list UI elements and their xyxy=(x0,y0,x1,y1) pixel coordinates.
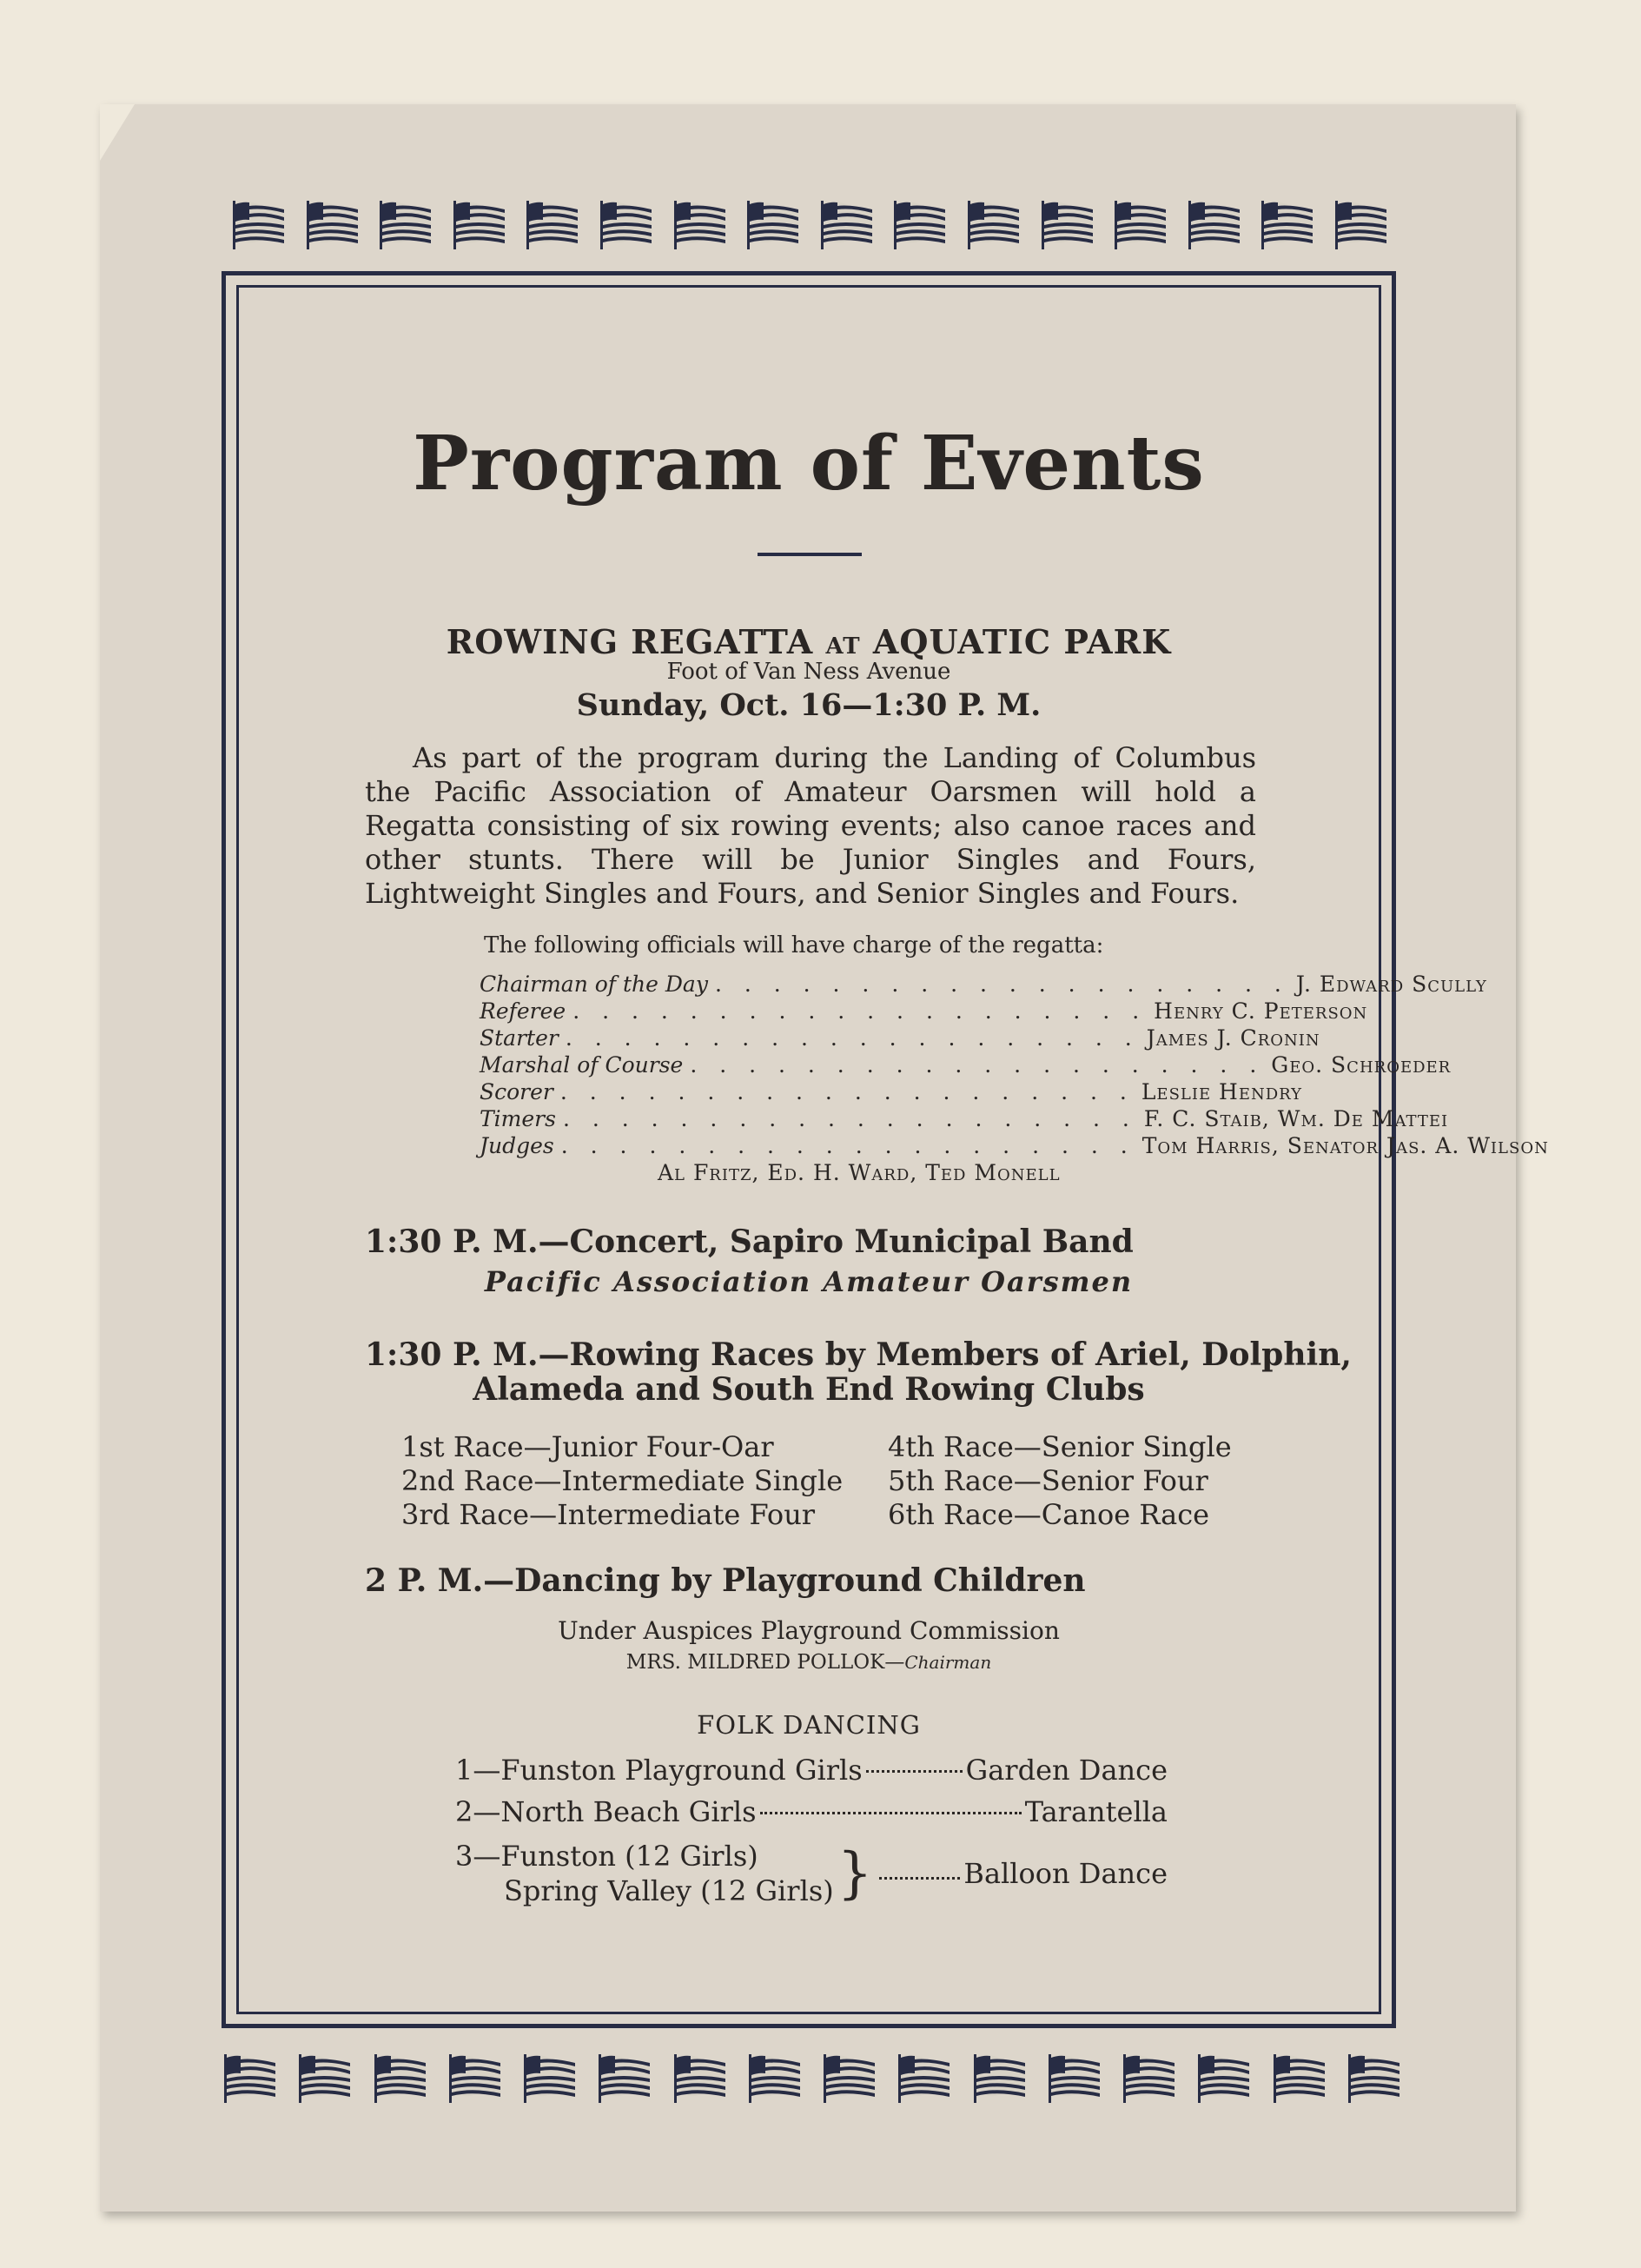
flag-icon xyxy=(230,196,288,253)
official-row xyxy=(480,1025,1320,1052)
flag-icon xyxy=(1186,196,1243,253)
official-role: Judges xyxy=(480,1133,554,1158)
race-item: 3rd Race—Intermediate Four xyxy=(401,1498,816,1531)
flag-icon xyxy=(1112,196,1169,253)
folk-performers: 2—North Beach Girls xyxy=(455,1795,757,1828)
event-concert-subtitle: Pacific Association Amateur Oarsmen xyxy=(484,1265,1134,1298)
folk-item xyxy=(455,1839,1168,1908)
folk-item xyxy=(455,1795,1168,1837)
dot-leader: . . . . . . . . . . . . . . . . . . . . xyxy=(572,998,1148,1024)
flag-icon xyxy=(296,2049,354,2106)
flag-icon xyxy=(896,2049,953,2106)
dancing-chairman: MRS. MILDRED POLLOK—Chairman xyxy=(625,1651,992,1674)
regatta-heading-at: AT xyxy=(825,633,861,660)
dot-leader: . . . . . . . . . . . . . . . . . . . . xyxy=(560,1133,1135,1158)
official-name: F. C. Staib, Wm. De Mattei xyxy=(1143,1106,1449,1131)
official-name: James J. Cronin xyxy=(1146,1025,1320,1051)
flag-icon xyxy=(965,196,1022,253)
regatta-heading xyxy=(236,622,1381,661)
folk-dancing-list xyxy=(455,1754,1168,1908)
folded-corner xyxy=(100,104,135,161)
brace-icon: } xyxy=(837,1841,873,1906)
folk-dancing-heading: FOLK DANCING xyxy=(697,1710,921,1740)
flag-icon xyxy=(521,2049,579,2106)
regatta-date: Sunday, Oct. 16—1:30 P. M. xyxy=(576,687,1042,723)
folk-dance: Tarantella xyxy=(1024,1795,1168,1828)
official-row xyxy=(480,972,1487,998)
officials-list xyxy=(480,972,1549,1187)
flag-icon xyxy=(304,196,361,253)
flag-icon xyxy=(818,196,876,253)
flag-icon xyxy=(1121,2049,1178,2106)
flag-icon xyxy=(1271,2049,1328,2106)
race-item: 5th Race—Senior Four xyxy=(888,1464,1208,1497)
flag-icon xyxy=(891,196,949,253)
dot-leader xyxy=(866,1770,963,1773)
official-role: Referee xyxy=(480,998,566,1024)
flag-icon xyxy=(377,196,434,253)
official-name: J. Edward Scully xyxy=(1295,972,1487,997)
event-dancing: 2 P. M.—Dancing by Playground Children xyxy=(365,1562,1086,1599)
race-item: 1st Race—Junior Four-Oar xyxy=(401,1430,774,1463)
event-rowing-races: 1:30 P. M.—Rowing Races by Members of Ariel, Dolphin, xyxy=(365,1336,1352,1373)
official-row xyxy=(480,998,1368,1025)
flag-icon xyxy=(598,196,655,253)
flag-icon xyxy=(746,2049,804,2106)
dot-leader: . . . . . . . . . . . . . . . . . . . . xyxy=(565,1025,1140,1051)
official-name: Henry C. Peterson xyxy=(1154,998,1368,1024)
folk-performers xyxy=(455,1839,834,1908)
flag-icon xyxy=(447,2049,504,2106)
official-row xyxy=(480,1133,1549,1160)
folk-performers: 1—Funston Playground Girls xyxy=(455,1754,863,1787)
official-name: Tom Harris, Senator Jas. A. Wilson xyxy=(1141,1133,1549,1158)
flag-icon xyxy=(1259,196,1316,253)
flag-icon xyxy=(971,2049,1029,2106)
flag-icon xyxy=(222,2049,279,2106)
folk-dance: Garden Dance xyxy=(965,1754,1168,1787)
flag-border-bottom xyxy=(222,2049,1403,2106)
officials-intro: The following officials will have charge of the regatta: xyxy=(484,932,1104,958)
flag-border-top xyxy=(230,196,1390,253)
race-item: 6th Race—Canoe Race xyxy=(888,1498,1210,1531)
flag-icon xyxy=(672,2049,729,2106)
race-list xyxy=(401,1430,1270,1532)
flag-icon xyxy=(744,196,802,253)
flag-icon xyxy=(1333,196,1390,253)
dot-leader: . . . . . . . . . . . . . . . . . . . . xyxy=(559,1079,1135,1104)
folk-item xyxy=(455,1754,1168,1795)
flag-icon xyxy=(451,196,508,253)
flag-icon xyxy=(821,2049,878,2106)
official-name: Leslie Hendry xyxy=(1141,1079,1303,1104)
event-rowing-races-line2: Alameda and South End Rowing Clubs xyxy=(473,1371,1145,1408)
folk-dance: Balloon Dance xyxy=(963,1857,1168,1890)
dot-leader: . . . . . . . . . . . . . . . . . . . . xyxy=(714,972,1289,997)
event-concert: 1:30 P. M.—Concert, Sapiro Municipal Band xyxy=(365,1224,1134,1260)
page-title: Program of Events xyxy=(413,420,1205,507)
folk-performers-line1: 3—Funston (12 Girls) xyxy=(455,1840,758,1873)
official-row xyxy=(480,1079,1303,1106)
official-row xyxy=(480,1052,1452,1079)
dot-leader xyxy=(879,1877,960,1880)
flag-icon xyxy=(1346,2049,1403,2106)
dancing-auspices: Under Auspices Playground Commission xyxy=(558,1616,1060,1645)
dot-leader: . . . . . . . . . . . . . . . . . . . . xyxy=(562,1106,1137,1131)
regatta-heading-part2: AQUATIC PARK xyxy=(872,622,1172,661)
dot-leader xyxy=(760,1812,1022,1814)
flag-icon xyxy=(524,196,581,253)
race-item: 4th Race—Senior Single xyxy=(888,1430,1232,1463)
chairman-title: Chairman xyxy=(904,1652,992,1673)
official-role: Marshal of Course xyxy=(480,1052,684,1078)
flag-icon xyxy=(1046,2049,1103,2106)
official-name: Geo. Schroeder xyxy=(1271,1052,1452,1078)
folk-performers-line2: Spring Valley (12 Girls) xyxy=(504,1874,834,1907)
regatta-location: Foot of Van Ness Avenue xyxy=(666,659,951,685)
official-role: Timers xyxy=(480,1106,556,1131)
flag-icon xyxy=(1195,2049,1253,2106)
official-role: Scorer xyxy=(480,1079,553,1104)
official-role: Starter xyxy=(480,1025,559,1051)
flag-icon xyxy=(1039,196,1096,253)
judges-extra-names: Al Fritz, Ed. H. Ward, Ted Monell xyxy=(658,1160,1061,1185)
regatta-intro-paragraph: As part of the program during the Landing of Columbus the Pacific Association of Amateur Oarsmen will hold a Regatta consisting of six rowing events; also canoe races and other stunts. There will be Junior Singles and Fours, Lightweight Singles and Fours, and Senior Singles and Fours. xyxy=(365,741,1256,910)
flag-icon xyxy=(672,196,729,253)
flag-icon xyxy=(596,2049,653,2106)
official-row xyxy=(480,1106,1449,1133)
title-divider xyxy=(758,553,862,556)
official-role: Chairman of the Day xyxy=(480,972,708,997)
flag-icon xyxy=(372,2049,429,2106)
dot-leader: . . . . . . . . . . . . . . . . . . . . xyxy=(690,1052,1265,1078)
race-item: 2nd Race—Intermediate Single xyxy=(401,1464,844,1497)
chairman-name: MRS. MILDRED POLLOK xyxy=(625,1651,885,1674)
regatta-heading-part1: ROWING REGATTA xyxy=(446,622,814,661)
